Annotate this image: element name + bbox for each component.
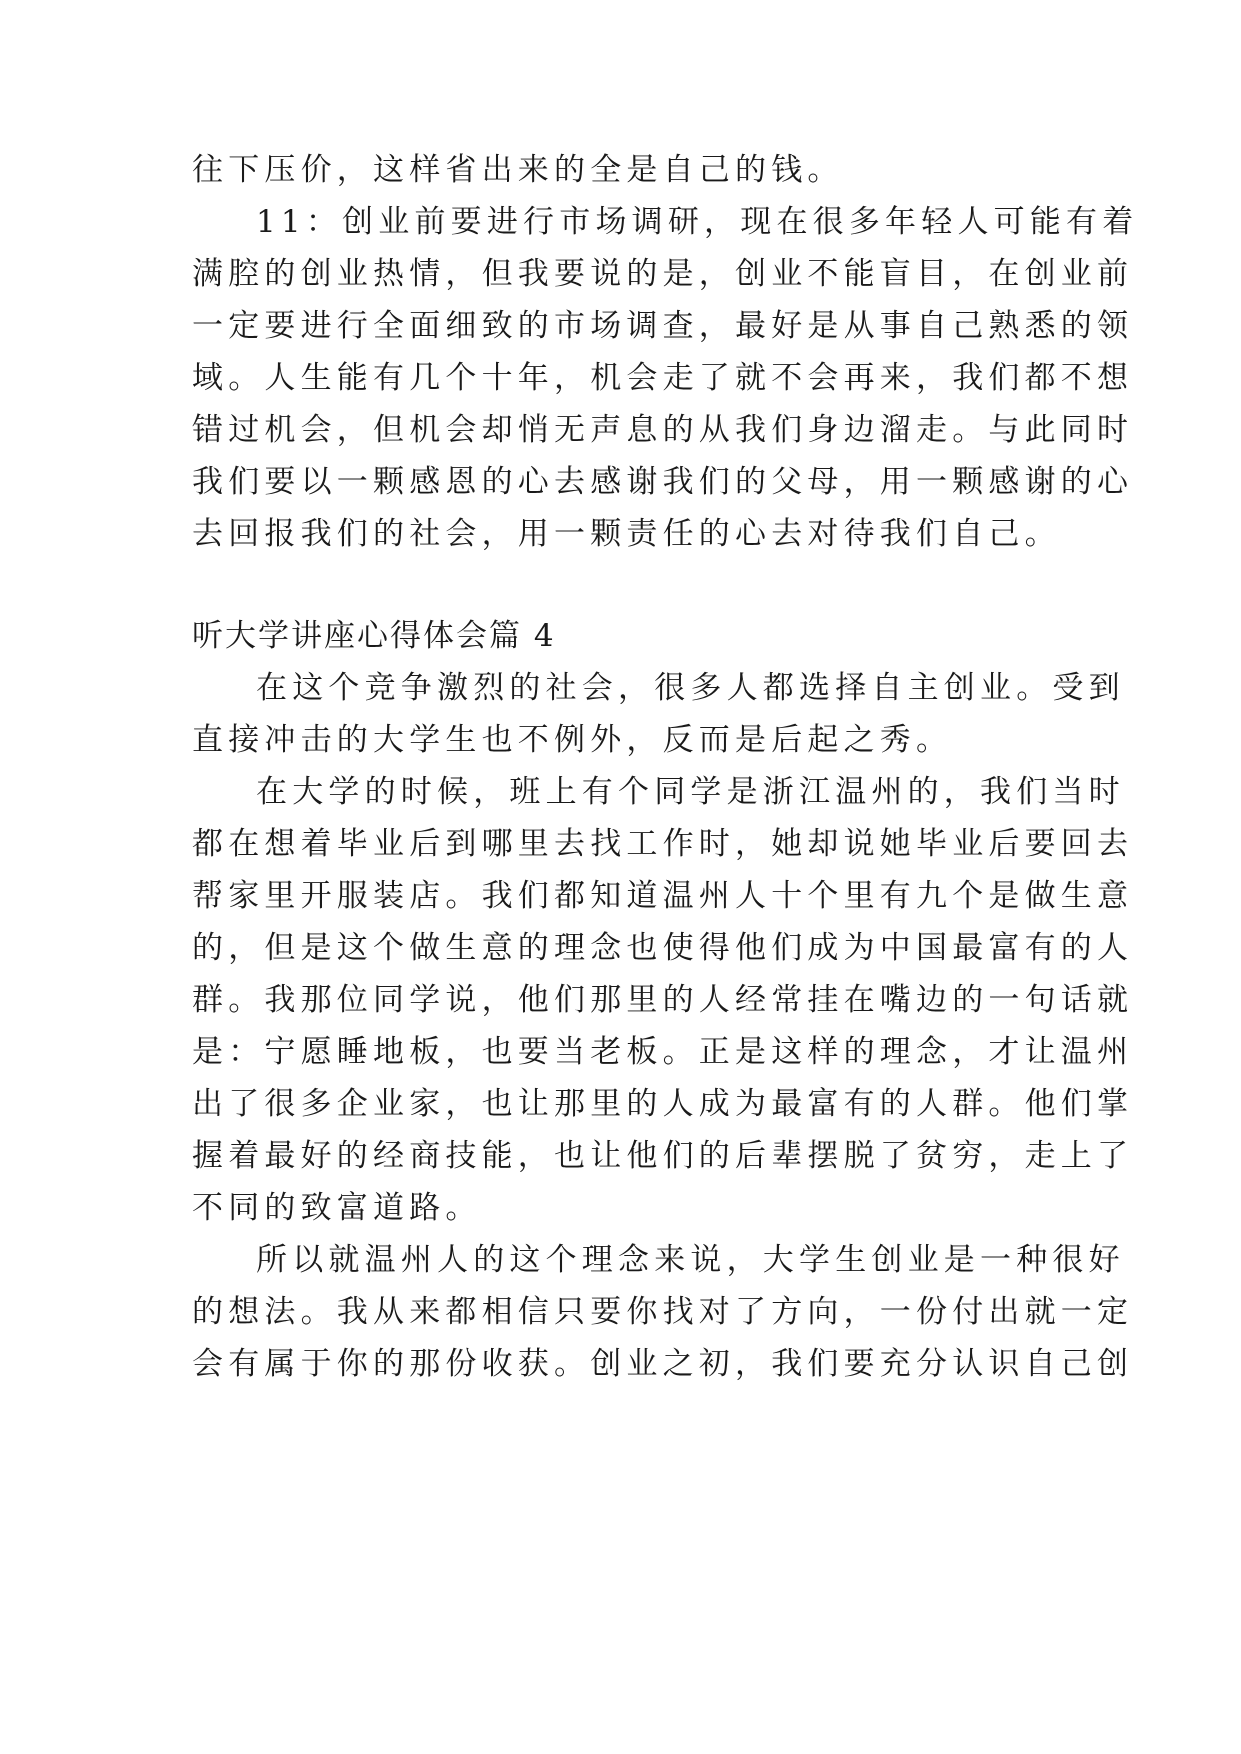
paragraph-line: 不同的致富道路。: [192, 1190, 482, 1226]
paragraph-line: 群。我那位同学说，他们那里的人经常挂在嘴边的一句话就: [192, 982, 1134, 1018]
paragraph-line: 11：创业前要进行市场调研，现在很多年轻人可能有着: [256, 204, 1139, 240]
paragraph-line: 的，但是这个做生意的理念也使得他们成为中国最富有的人: [192, 930, 1134, 966]
section-heading: 听大学讲座心得体会篇 4: [192, 618, 556, 654]
paragraph-line: 的想法。我从来都相信只要你找对了方向，一份付出就一定: [192, 1294, 1134, 1330]
paragraph-line: 都在想着毕业后到哪里去找工作时，她却说她毕业后要回去: [192, 826, 1134, 862]
paragraph-line: 在大学的时候，班上有个同学是浙江温州的，我们当时: [256, 774, 1125, 810]
paragraph-line: 出了很多企业家，也让那里的人成为最富有的人群。他们掌: [192, 1086, 1134, 1122]
paragraph-line: 所以就温州人的这个理念来说，大学生创业是一种很好: [256, 1242, 1125, 1278]
paragraph-line: 域。人生能有几个十年，机会走了就不会再来，我们都不想: [192, 360, 1134, 396]
paragraph-line: 一定要进行全面细致的市场调查，最好是从事自己熟悉的领: [192, 308, 1134, 344]
paragraph-line: 直接冲击的大学生也不例外，反而是后起之秀。: [192, 722, 953, 758]
paragraph-line: 去回报我们的社会，用一颗责任的心去对待我们自己。: [192, 516, 1061, 552]
paragraph-line: 满腔的创业热情，但我要说的是，创业不能盲目，在创业前: [192, 256, 1134, 292]
paragraph-line: 错过机会，但机会却悄无声息的从我们身边溜走。与此同时: [192, 412, 1134, 448]
paragraph-line: 往下压价，这样省出来的全是自己的钱。: [192, 152, 844, 188]
paragraph-line: 在这个竞争激烈的社会，很多人都选择自主创业。受到: [256, 670, 1125, 706]
paragraph-line: 帮家里开服装店。我们都知道温州人十个里有九个是做生意: [192, 878, 1134, 914]
paragraph-line: 我们要以一颗感恩的心去感谢我们的父母，用一颗感谢的心: [192, 464, 1134, 500]
paragraph-line: 是：宁愿睡地板，也要当老板。正是这样的理念，才让温州: [192, 1034, 1134, 1070]
paragraph-line: 握着最好的经商技能，也让他们的后辈摆脱了贫穷，走上了: [192, 1138, 1134, 1174]
paragraph-line: 会有属于你的那份收获。创业之初，我们要充分认识自己创: [192, 1346, 1134, 1382]
